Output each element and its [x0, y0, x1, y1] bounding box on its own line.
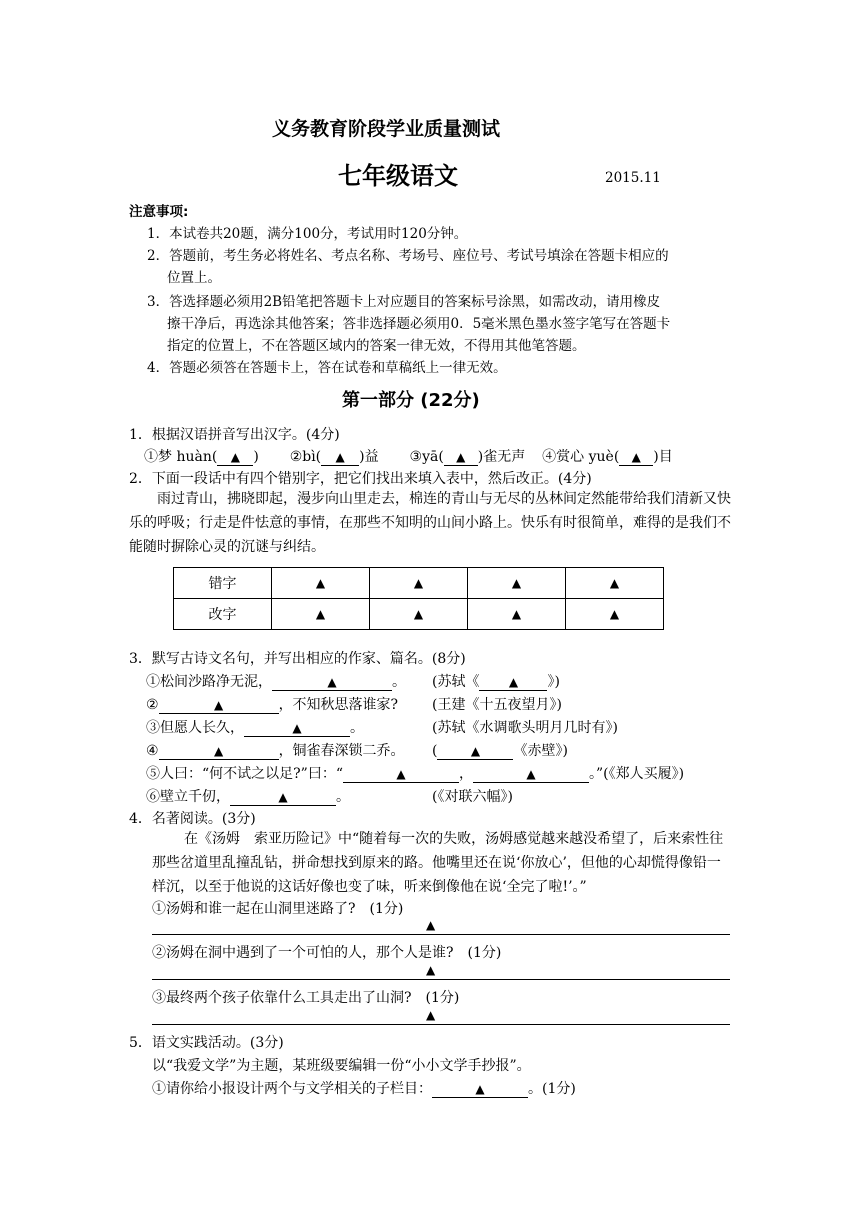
table-cell[interactable]	[272, 599, 370, 630]
answer-blank[interactable]	[619, 449, 653, 466]
notice-item: 位置上。	[167, 270, 221, 286]
answer-triangle: ▲	[475, 1082, 485, 1096]
q5-text: 。(1分)	[528, 1081, 576, 1097]
q3-text: 。	[336, 789, 350, 805]
answer-triangle: ▲	[456, 450, 466, 464]
answer-triangle: ▲	[609, 607, 620, 621]
q3-text: ，	[458, 766, 473, 782]
table-header-correct: 改字	[174, 599, 272, 630]
answer-triangle: ▲	[315, 576, 326, 590]
answer-triangle: ▲	[315, 607, 326, 621]
answer-blank[interactable]	[159, 697, 279, 714]
q3-source-2: (王建《十五夜望月》)	[432, 697, 562, 713]
answer-triangle: ▲	[508, 675, 519, 689]
q1-item-post: )益	[359, 449, 379, 465]
correction-table	[173, 567, 664, 630]
q5-intro: 以“我爱文学”为主题，某班级要编辑一份“小小文学手抄报”。	[152, 1058, 531, 1074]
q3-text: ⑤人曰：“何不试之以足?”曰：“	[146, 766, 343, 782]
answer-triangle: ▲	[213, 698, 224, 712]
answer-blank[interactable]	[159, 743, 279, 760]
q1-item-pre: ④赏心 yuè(	[542, 449, 620, 465]
notice-heading: 注意事项:	[129, 204, 189, 220]
answer-triangle: ▲	[413, 576, 424, 590]
q1-item-post: )目	[653, 449, 673, 465]
q1-items	[144, 446, 673, 466]
q3-line-4	[146, 740, 405, 760]
q5-sub1	[152, 1078, 576, 1098]
answer-triangle: ▲	[278, 790, 288, 804]
table-cell[interactable]	[468, 568, 566, 599]
answer-triangle: ▲	[396, 767, 406, 781]
q2-stem: 2．下面一段话中有四个错别字，把它们找出来填入表中，然后改正。(4分)	[129, 471, 592, 487]
q1-item-post: )雀无声	[477, 449, 526, 465]
notice-item: 1．本试卷共20题，满分100分，考试用时120分钟。	[147, 226, 468, 242]
q1-item-pre: ②bì(	[289, 449, 322, 465]
q3-line-6	[146, 786, 350, 806]
answer-blank[interactable]	[230, 789, 336, 806]
q3-text: ⑥壁立千仞，	[146, 789, 230, 805]
answer-triangle: ▲	[213, 744, 224, 758]
answer-blank[interactable]	[437, 743, 513, 760]
answer-blank[interactable]	[244, 720, 350, 737]
table-cell[interactable]	[468, 599, 566, 630]
q3-text: ①松间沙路净无泥，	[146, 674, 272, 690]
q3-line-1	[146, 671, 406, 691]
q1-item-pre: ①梦 huàn(	[144, 449, 218, 465]
q3-line-3	[146, 717, 364, 737]
table-cell[interactable]	[272, 568, 370, 599]
q3-text: ②	[146, 697, 159, 713]
answer-triangle: ▲	[327, 675, 337, 689]
notice-item: 擦干净后，再选涂其他答案；答非选择题必须用0．5毫米黑色墨水签字笔写在答题卡	[167, 316, 671, 332]
q5-stem: 5．语文实践活动。(3分)	[129, 1035, 284, 1051]
q3-source-4	[432, 740, 568, 760]
q3-text: 。	[350, 720, 364, 736]
answer-triangle: ▲	[426, 1008, 436, 1022]
q3-source-3: (苏轼《水调歌头明月几时有》)	[432, 720, 618, 736]
answer-blank[interactable]	[321, 449, 359, 466]
table-cell[interactable]	[370, 599, 468, 630]
q3-text: 。”(《郑人买履》)	[588, 766, 685, 782]
answer-triangle: ▲	[470, 744, 481, 758]
table-cell[interactable]	[370, 568, 468, 599]
exam-date: 2015.11	[605, 170, 661, 186]
answer-triangle: ▲	[292, 721, 302, 735]
answer-blank[interactable]	[444, 449, 478, 466]
q3-text: 》)	[547, 674, 560, 690]
q3-source-1	[432, 671, 560, 691]
answer-triangle: ▲	[511, 607, 522, 621]
answer-blank[interactable]	[272, 674, 392, 691]
answer-triangle: ▲	[426, 963, 436, 977]
exam-title: 义务教育阶段学业质量测试	[272, 118, 501, 140]
answer-blank[interactable]	[432, 1081, 528, 1098]
q3-line-2	[146, 694, 398, 714]
table-row	[174, 568, 664, 599]
q4-sub3: ③最终两个孩子依靠什么工具走出了山洞? (1分)	[152, 990, 460, 1006]
answer-blank[interactable]	[479, 674, 547, 691]
notice-item: 3．答选择题必须用2B铅笔把答题卡上对应题目的答案标号涂黑，如需改动，请用橡皮	[147, 294, 661, 310]
q4-passage: 在《汤姆 索亚历险记》中“随着每一次的失败，汤姆感觉越来越没希望了，后来索性往那些岔道里乱撞乱钻，拼命想找到原来的路。他嘴里还在说‘你放心’，但他的心却慌得像铅一样沉，以至于他说的这话好像也变了味，听来倒像他在说‘全完了啦!’。”	[152, 831, 724, 895]
answer-triangle: ▲	[426, 918, 436, 932]
q3-text: ④	[146, 743, 159, 759]
q3-text: 。	[392, 674, 406, 690]
answer-blank[interactable]	[343, 766, 459, 783]
q3-text: ③但愿人长久，	[146, 720, 244, 736]
answer-blank[interactable]	[473, 766, 589, 783]
part-title: 第一部分 (22分)	[342, 390, 480, 411]
q1-item-post: )	[253, 449, 259, 465]
q1-stem: 1．根据汉语拼音写出汉字。(4分)	[129, 427, 340, 443]
q3-text: (苏轼《	[432, 674, 480, 690]
answer-triangle: ▲	[631, 450, 641, 464]
q4-sub2: ②汤姆在洞中遇到了一个可怕的人，那个人是谁? (1分)	[152, 945, 502, 961]
q3-source-6: (《对联六幅》)	[432, 789, 513, 805]
answer-triangle: ▲	[413, 607, 424, 621]
answer-blank[interactable]	[217, 449, 253, 466]
q4-sub1: ①汤姆和谁一起在山洞里迷路了? (1分)	[152, 901, 404, 917]
answer-triangle: ▲	[511, 576, 522, 590]
q3-text: ，铜雀春深锁二乔。	[278, 743, 405, 759]
notice-item: 指定的位置上，不在答题区域内的答案一律无效，不得用其他笔答题。	[167, 338, 586, 354]
answer-line[interactable]	[152, 1024, 730, 1025]
q5-text: ①请你给小报设计两个与文学相关的子栏目：	[152, 1081, 432, 1097]
table-cell[interactable]	[566, 599, 664, 630]
answer-triangle: ▲	[526, 767, 536, 781]
notice-item: 2．答题前，考生务必将姓名、考点名称、考场号、座位号、考试号填涂在答题卡相应的	[147, 248, 669, 264]
q2-passage: 雨过青山，拂晓即起，漫步向山里走去，棉连的青山与无尽的丛林间定然能带给我们清新又快乐的呼吸；行走是件怯意的事情，在那些不知明的山间小路上。快乐有时很简单，难得的是我们不能随时摒除心灵的沉谜与纠结。	[129, 491, 731, 555]
table-header-wrong: 错字	[174, 568, 272, 599]
notice-item: 4．答题必须答在答题卡上，答在试卷和草稿纸上一律无效。	[147, 360, 507, 376]
answer-line[interactable]	[152, 934, 730, 935]
q3-text: 《赤壁》)	[513, 743, 568, 759]
q3-text: ，不知秋思落谁家?	[278, 697, 399, 713]
q3-line-5	[146, 763, 684, 783]
answer-triangle: ▲	[609, 576, 620, 590]
q3-stem: 3．默写古诗文名句，并写出相应的作家、篇名。(8分)	[129, 651, 466, 667]
answer-line[interactable]	[152, 979, 730, 980]
q1-item-pre: ③yā(	[409, 449, 444, 465]
answer-triangle: ▲	[335, 450, 345, 464]
subject-title: 七年级语文	[338, 162, 458, 190]
answer-triangle: ▲	[230, 450, 240, 464]
table-cell[interactable]	[566, 568, 664, 599]
q3-text: (	[432, 743, 438, 759]
q4-stem: 4．名著阅读。(3分)	[129, 811, 256, 827]
table-row	[174, 599, 664, 630]
